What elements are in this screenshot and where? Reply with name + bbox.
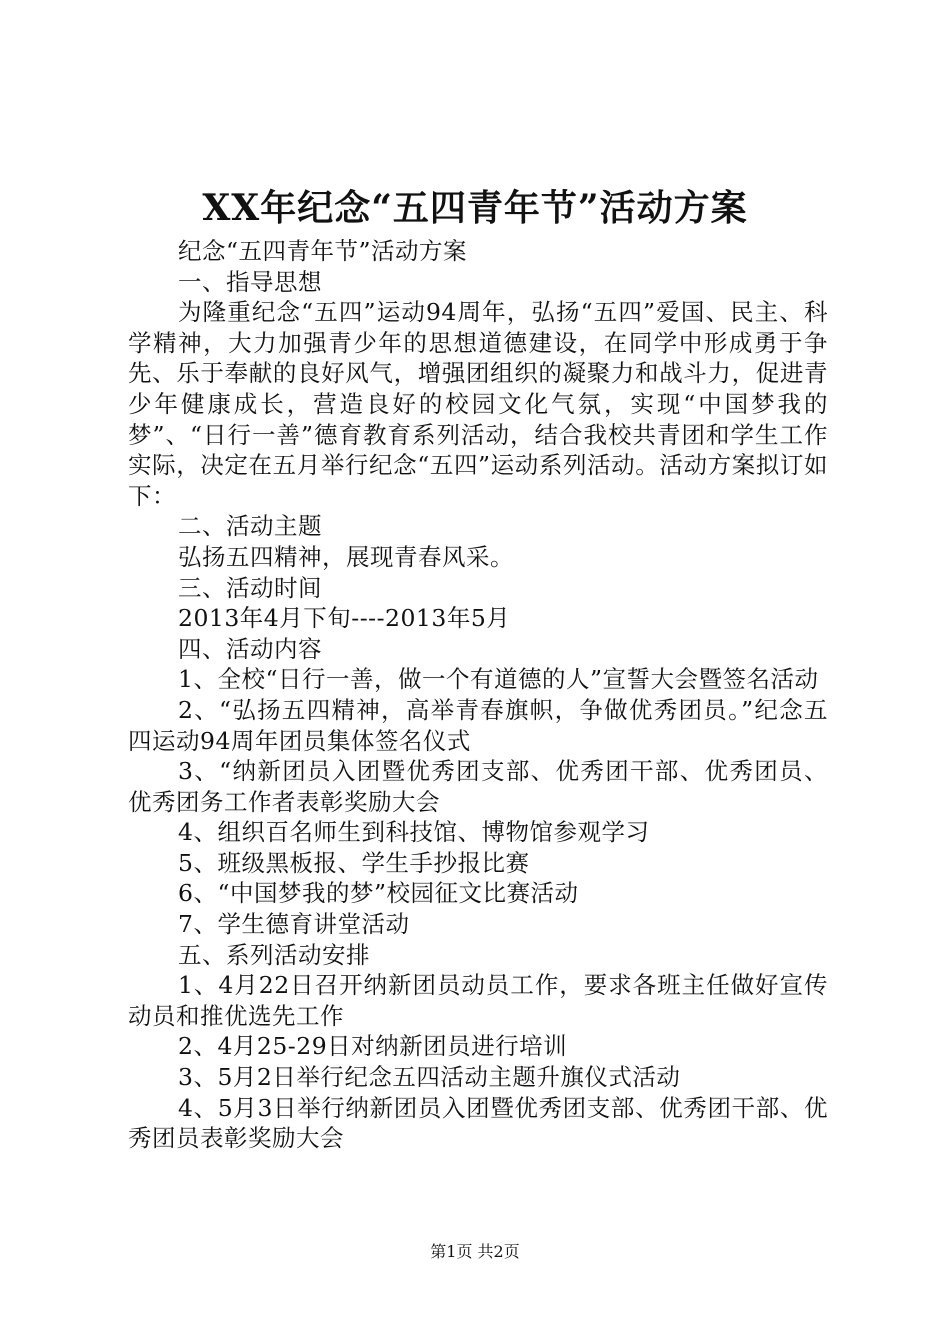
page-footer: 第1页 共2页 bbox=[430, 1242, 520, 1261]
paragraph-activity-theme: 弘扬五四精神，展现青春风采。 bbox=[178, 542, 514, 571]
list-item: 3、“纳新团员入团暨优秀团支部、优秀团干部、优秀团员、优秀团务工作者表彰奖励大会 bbox=[128, 757, 828, 816]
list-item: 1、4月22日召开纳新团员动员工作，要求各班主任做好宣传动员和推优选先工作 bbox=[128, 971, 828, 1030]
heading-activity-schedule: 五、系列活动安排 bbox=[178, 940, 370, 969]
document-title: XX年纪念“五四青年节”活动方案 bbox=[202, 187, 748, 229]
list-item: 6、“中国梦我的梦”校园征文比赛活动 bbox=[178, 879, 579, 908]
list-item: 1、全校“日行一善，做一个有道德的人”宣誓大会暨签名活动 bbox=[178, 665, 819, 694]
list-item: 5、班级黑板报、学生手抄报比赛 bbox=[178, 848, 530, 877]
paragraph-guiding-ideology: 为隆重纪念“五四”运动94周年，弘扬“五四”爱国、民主、科学精神，大力加强青少年的思想道德建设，在同学中形成勇于争先、乐于奉献的良好风气，增强团组织的凝聚力和战斗力，促进青少年健康成长，营造良好的校园文化气氛，实现“中国梦我的梦”、“日行一善”德育教育系列活动，结合我校共青团和学生工作实际，决定在五月举行纪念“五四”运动系列活动。活动方案拟订如下： bbox=[128, 298, 828, 510]
heading-activity-content: 四、活动内容 bbox=[178, 634, 322, 663]
list-item: 4、组织百名师生到科技馆、博物馆参观学习 bbox=[178, 818, 650, 847]
heading-activity-time: 三、活动时间 bbox=[178, 573, 322, 602]
document-body bbox=[128, 236, 828, 1154]
heading-activity-theme: 二、活动主题 bbox=[178, 512, 322, 541]
list-item: 3、5月2日举行纪念五四活动主题升旗仪式活动 bbox=[178, 1063, 681, 1092]
list-item: 4、5月3日举行纳新团员入团暨优秀团支部、优秀团干部、优秀团员表彰奖励大会 bbox=[128, 1093, 828, 1153]
list-item: 2、“弘扬五四精神，高举青春旗帜，争做优秀团员。”纪念五四运动94周年团员集体签名仪式 bbox=[128, 695, 828, 755]
list-item: 2、4月25-29日对纳新团员进行培训 bbox=[178, 1032, 568, 1061]
paragraph-activity-time: 2013年4月下旬----2013年5月 bbox=[178, 604, 511, 633]
list-item: 7、学生德育讲堂活动 bbox=[178, 910, 410, 939]
paragraph-subtitle: 纪念“五四青年节”活动方案 bbox=[178, 237, 468, 265]
heading-guiding-ideology: 一、指导思想 bbox=[178, 267, 322, 296]
